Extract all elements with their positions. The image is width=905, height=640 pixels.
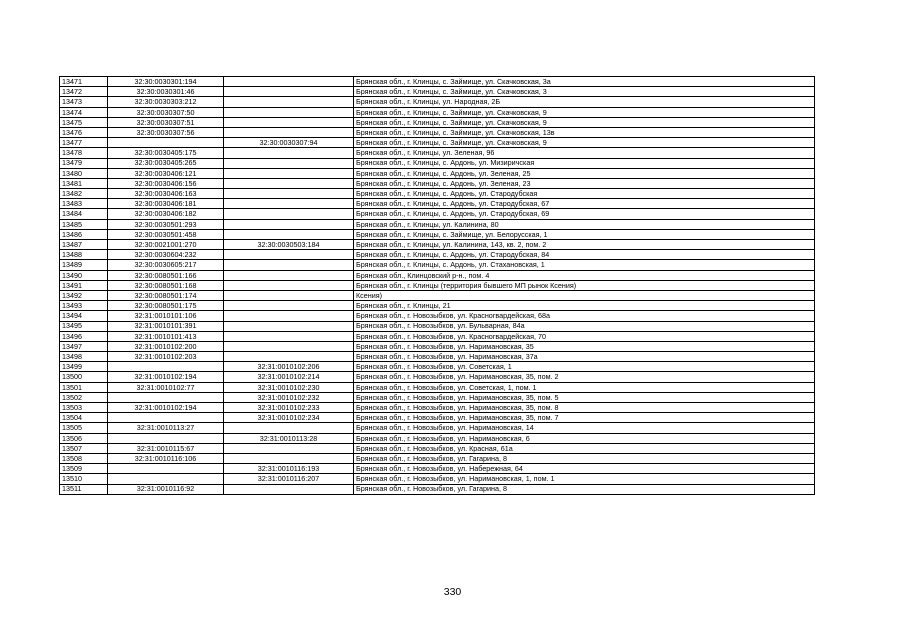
table-row [60,362,815,372]
address-cell: Брянская обл., г. Новозыбков, ул. Гагарина, 8 [354,453,815,463]
row-number-cell: 13492 [60,290,108,300]
linked-cadastral-number-cell: 32:31:0010102:234 [224,413,354,423]
cadastral-number-cell: 32:30:0030406:163 [108,189,224,199]
table-row [60,464,815,474]
linked-cadastral-number-cell [224,301,354,311]
linked-cadastral-number-cell: 32:31:0010116:193 [224,464,354,474]
linked-cadastral-number-cell [224,87,354,97]
address-cell: Брянская обл., г. Клинцы, с. Ардонь, ул. Зеленая, 25 [354,168,815,178]
address-cell: Брянская обл., г. Новозыбков, ул. Наримановская, 35 [354,341,815,351]
row-number-cell: 13482 [60,189,108,199]
address-cell: Брянская обл., г. Клинцы, с. Ардонь, ул. Мизиричская [354,158,815,168]
address-cell: Брянская обл., г. Клинцы, ул. Народная, 2Б [354,97,815,107]
row-number-cell: 13489 [60,260,108,270]
cadastral-number-cell: 32:31:0010101:413 [108,331,224,341]
address-cell: Брянская обл., г. Новозыбков, ул. Наримановская, 35, пом. 7 [354,413,815,423]
linked-cadastral-number-cell [224,423,354,433]
row-number-cell: 13473 [60,97,108,107]
cadastral-number-cell: 32:30:0030301:46 [108,87,224,97]
address-cell: Брянская обл., г. Клинцы, ул. Зеленая, 96 [354,148,815,158]
cadastral-number-cell: 32:31:0010101:391 [108,321,224,331]
table-row [60,199,815,209]
table-row [60,219,815,229]
row-number-cell: 13496 [60,331,108,341]
cadastral-number-cell: 32:31:0010102:194 [108,372,224,382]
cadastral-number-cell: 32:30:0030406:121 [108,168,224,178]
cadastral-number-cell: 32:30:0030307:50 [108,107,224,117]
cadastral-number-cell: 32:30:0080501:168 [108,280,224,290]
row-number-cell: 13509 [60,464,108,474]
linked-cadastral-number-cell [224,148,354,158]
linked-cadastral-number-cell: 32:31:0010102:232 [224,392,354,402]
address-cell: Брянская обл., г. Новозыбков, ул. Наримановская, 14 [354,423,815,433]
linked-cadastral-number-cell: 32:31:0010102:233 [224,403,354,413]
address-cell: Брянская обл., г. Новозыбков, ул. Советская, 1 [354,362,815,372]
address-cell: Брянская обл., г. Клинцы, с. Займище, ул. Скачковская, 9 [354,138,815,148]
row-number-cell: 13478 [60,148,108,158]
linked-cadastral-number-cell [224,178,354,188]
row-number-cell: 13504 [60,413,108,423]
address-cell: Брянская обл., г. Клинцы, с. Ардонь, ул. Стародубская, 69 [354,209,815,219]
linked-cadastral-number-cell [224,158,354,168]
table-row [60,423,815,433]
address-cell: Брянская обл., г. Клинцы, ул. Калинина, 80 [354,219,815,229]
row-number-cell: 13503 [60,403,108,413]
row-number-cell: 13491 [60,280,108,290]
linked-cadastral-number-cell: 32:31:0010102:230 [224,382,354,392]
row-number-cell: 13507 [60,443,108,453]
linked-cadastral-number-cell [224,117,354,127]
table-row [60,270,815,280]
table-row [60,403,815,413]
table-row [60,87,815,97]
linked-cadastral-number-cell [224,453,354,463]
table-row [60,290,815,300]
address-cell: Брянская обл., г. Новозыбков, ул. Наримановская, 6 [354,433,815,443]
table-row [60,453,815,463]
table-row [60,209,815,219]
cadastral-number-cell: 32:31:0010102:200 [108,341,224,351]
cadastral-number-cell: 32:31:0010115:67 [108,443,224,453]
cadastral-number-cell: 32:30:0080501:174 [108,290,224,300]
address-cell: Брянская обл., г. Новозыбков, ул. Наримановская, 37а [354,352,815,362]
cadastral-number-cell [108,464,224,474]
address-cell: Брянская обл., г. Клинцы, с. Ардонь, ул. Стародубская, 84 [354,250,815,260]
row-number-cell: 13501 [60,382,108,392]
linked-cadastral-number-cell [224,443,354,453]
address-cell: Брянская обл., г. Клинцы, с. Займище, ул. Скачковская, 9 [354,117,815,127]
row-number-cell: 13479 [60,158,108,168]
row-number-cell: 13508 [60,453,108,463]
table-row [60,280,815,290]
cadastral-number-cell: 32:31:0010101:106 [108,311,224,321]
linked-cadastral-number-cell [224,290,354,300]
table-row [60,341,815,351]
row-number-cell: 13480 [60,168,108,178]
linked-cadastral-number-cell: 32:31:0010113:28 [224,433,354,443]
linked-cadastral-number-cell: 32:30:0030503:184 [224,240,354,250]
linked-cadastral-number-cell [224,127,354,137]
cadastral-number-cell: 32:30:0021001:270 [108,240,224,250]
row-number-cell: 13510 [60,474,108,484]
page-number: 330 [443,586,462,598]
address-cell: Брянская обл., г. Клинцы, с. Займище, ул. Скачковская, 13в [354,127,815,137]
cadastral-number-cell: 32:30:0030301:194 [108,77,224,87]
row-number-cell: 13495 [60,321,108,331]
linked-cadastral-number-cell [224,270,354,280]
linked-cadastral-number-cell: 32:31:0010102:214 [224,372,354,382]
linked-cadastral-number-cell [224,77,354,87]
linked-cadastral-number-cell [224,107,354,117]
linked-cadastral-number-cell [224,352,354,362]
linked-cadastral-number-cell [224,321,354,331]
row-number-cell: 13475 [60,117,108,127]
row-number-cell: 13476 [60,127,108,137]
table-row [60,117,815,127]
table-row [60,443,815,453]
cadastral-number-cell [108,474,224,484]
linked-cadastral-number-cell [224,331,354,341]
address-cell: Брянская обл., г. Клинцы, с. Ардонь, ул. Стародубская [354,189,815,199]
address-cell: Брянская обл., г. Новозыбков, ул. Наримановская, 35, пом. 2 [354,372,815,382]
address-cell: Брянская обл., г. Клинцы, ул. Калинина, 143, кв. 2, пом. 2 [354,240,815,250]
address-cell: Брянская обл., г. Клинцы, с. Ардонь, ул. Стахановская, 1 [354,260,815,270]
row-number-cell: 13511 [60,484,108,494]
linked-cadastral-number-cell [224,209,354,219]
cadastral-number-cell [108,433,224,443]
address-cell: Брянская обл., г. Новозыбков, ул. Гагарина, 8 [354,484,815,494]
linked-cadastral-number-cell [224,168,354,178]
linked-cadastral-number-cell: 32:31:0010102:206 [224,362,354,372]
row-number-cell: 13497 [60,341,108,351]
row-number-cell: 13487 [60,240,108,250]
table-row [60,148,815,158]
table-row [60,158,815,168]
row-number-cell: 13499 [60,362,108,372]
row-number-cell: 13477 [60,138,108,148]
cadastral-number-cell: 32:31:0010102:203 [108,352,224,362]
cadastral-number-cell: 32:30:0030405:265 [108,158,224,168]
table-row [60,392,815,402]
table-row [60,77,815,87]
linked-cadastral-number-cell [224,229,354,239]
cadastral-number-cell: 32:30:0080501:166 [108,270,224,280]
row-number-cell: 13471 [60,77,108,87]
row-number-cell: 13498 [60,352,108,362]
address-cell: Брянская обл., г. Новозыбков, ул. Набережная, 64 [354,464,815,474]
table-row [60,229,815,239]
table-row [60,138,815,148]
cadastral-number-cell: 32:30:0030406:156 [108,178,224,188]
linked-cadastral-number-cell [224,484,354,494]
address-cell: Брянская обл., г. Новозыбков, ул. Наримановская, 35, пом. 5 [354,392,815,402]
table-row [60,484,815,494]
table-row [60,127,815,137]
cadastral-number-cell: 32:30:0080501:175 [108,301,224,311]
cadastral-number-cell: 32:30:0030303:212 [108,97,224,107]
address-cell: Брянская обл., г. Новозыбков, ул. Красная, 61а [354,443,815,453]
cadastral-number-cell: 32:30:0030405:175 [108,148,224,158]
address-cell: Брянская обл., г. Новозыбков, ул. Красногвардейская, 68а [354,311,815,321]
cadastral-number-cell: 32:31:0010102:77 [108,382,224,392]
address-cell: Брянская обл., г. Клинцы, с. Ардонь, ул. Стародубская, 67 [354,199,815,209]
address-cell: Брянская обл., г. Новозыбков, ул. Наримановская, 1, пом. 1 [354,474,815,484]
linked-cadastral-number-cell: 32:30:0030307:94 [224,138,354,148]
table-row [60,413,815,423]
table-row [60,240,815,250]
address-cell: Брянская обл., г. Новозыбков, ул. Бульварная, 84а [354,321,815,331]
property-registry-table [59,76,815,495]
address-cell: Брянская обл., г. Клинцы, с. Займище, ул. Скачковская, 9 [354,107,815,117]
table-row [60,301,815,311]
table-row [60,189,815,199]
linked-cadastral-number-cell [224,341,354,351]
address-cell: Брянская обл., г. Клинцы, с. Займище, ул. Скачковская, 3а [354,77,815,87]
row-number-cell: 13500 [60,372,108,382]
linked-cadastral-number-cell [224,199,354,209]
row-number-cell: 13502 [60,392,108,402]
linked-cadastral-number-cell [224,250,354,260]
address-cell: Брянская обл., г. Клинцы (территория бывшего МП рынок Ксения) [354,280,815,290]
table-row [60,178,815,188]
table-row [60,474,815,484]
row-number-cell: 13483 [60,199,108,209]
row-number-cell: 13493 [60,301,108,311]
cadastral-number-cell [108,413,224,423]
row-number-cell: 13486 [60,229,108,239]
row-number-cell: 13472 [60,87,108,97]
table-row [60,97,815,107]
table-row [60,260,815,270]
row-number-cell: 13494 [60,311,108,321]
row-number-cell: 13481 [60,178,108,188]
table-row [60,250,815,260]
address-cell: Брянская обл., Клинцовский р-н., пом. 4 [354,270,815,280]
table-row [60,372,815,382]
cadastral-number-cell: 32:30:0030501:293 [108,219,224,229]
linked-cadastral-number-cell [224,260,354,270]
registry-table-body [60,77,815,495]
table-row [60,107,815,117]
table-row [60,321,815,331]
address-cell: Брянская обл., г. Новозыбков, ул. Советская, 1, пом. 1 [354,382,815,392]
address-cell: Брянская обл., г. Клинцы, с. Ардонь, ул. Зеленая, 23 [354,178,815,188]
address-cell: Брянская обл., г. Новозыбков, ул. Наримановская, 35, пом. 8 [354,403,815,413]
linked-cadastral-number-cell [224,219,354,229]
cadastral-number-cell: 32:30:0030605:217 [108,260,224,270]
cadastral-number-cell [108,138,224,148]
table-row [60,168,815,178]
address-cell: Брянская обл., г. Клинцы, 21 [354,301,815,311]
cadastral-number-cell: 32:31:0010116:106 [108,453,224,463]
row-number-cell: 13505 [60,423,108,433]
table-row [60,331,815,341]
address-cell: Брянская обл., г. Новозыбков, ул. Красногвардейская, 70 [354,331,815,341]
table-row [60,433,815,443]
row-number-cell: 13484 [60,209,108,219]
cadastral-number-cell: 32:30:0030307:51 [108,117,224,127]
cadastral-number-cell: 32:31:0010116:92 [108,484,224,494]
row-number-cell: 13506 [60,433,108,443]
row-number-cell: 13474 [60,107,108,117]
cadastral-number-cell: 32:31:0010113:27 [108,423,224,433]
cadastral-number-cell: 32:30:0030406:181 [108,199,224,209]
row-number-cell: 13485 [60,219,108,229]
address-cell: Брянская обл., г. Клинцы, с. Займище, ул. Скачковская, 3 [354,87,815,97]
cadastral-number-cell: 32:30:0030501:458 [108,229,224,239]
table-row [60,352,815,362]
row-number-cell: 13490 [60,270,108,280]
cadastral-number-cell [108,362,224,372]
address-cell: Ксения) [354,290,815,300]
linked-cadastral-number-cell [224,97,354,107]
row-number-cell: 13488 [60,250,108,260]
cadastral-number-cell: 32:30:0030307:56 [108,127,224,137]
linked-cadastral-number-cell [224,280,354,290]
table-row [60,382,815,392]
cadastral-number-cell: 32:30:0030604:232 [108,250,224,260]
cadastral-number-cell [108,392,224,402]
cadastral-number-cell: 32:30:0030406:182 [108,209,224,219]
address-cell: Брянская обл., г. Клинцы, с. Займище, ул. Белорусская, 1 [354,229,815,239]
linked-cadastral-number-cell: 32:31:0010116:207 [224,474,354,484]
cadastral-number-cell: 32:31:0010102:194 [108,403,224,413]
linked-cadastral-number-cell [224,311,354,321]
table-row [60,311,815,321]
linked-cadastral-number-cell [224,189,354,199]
